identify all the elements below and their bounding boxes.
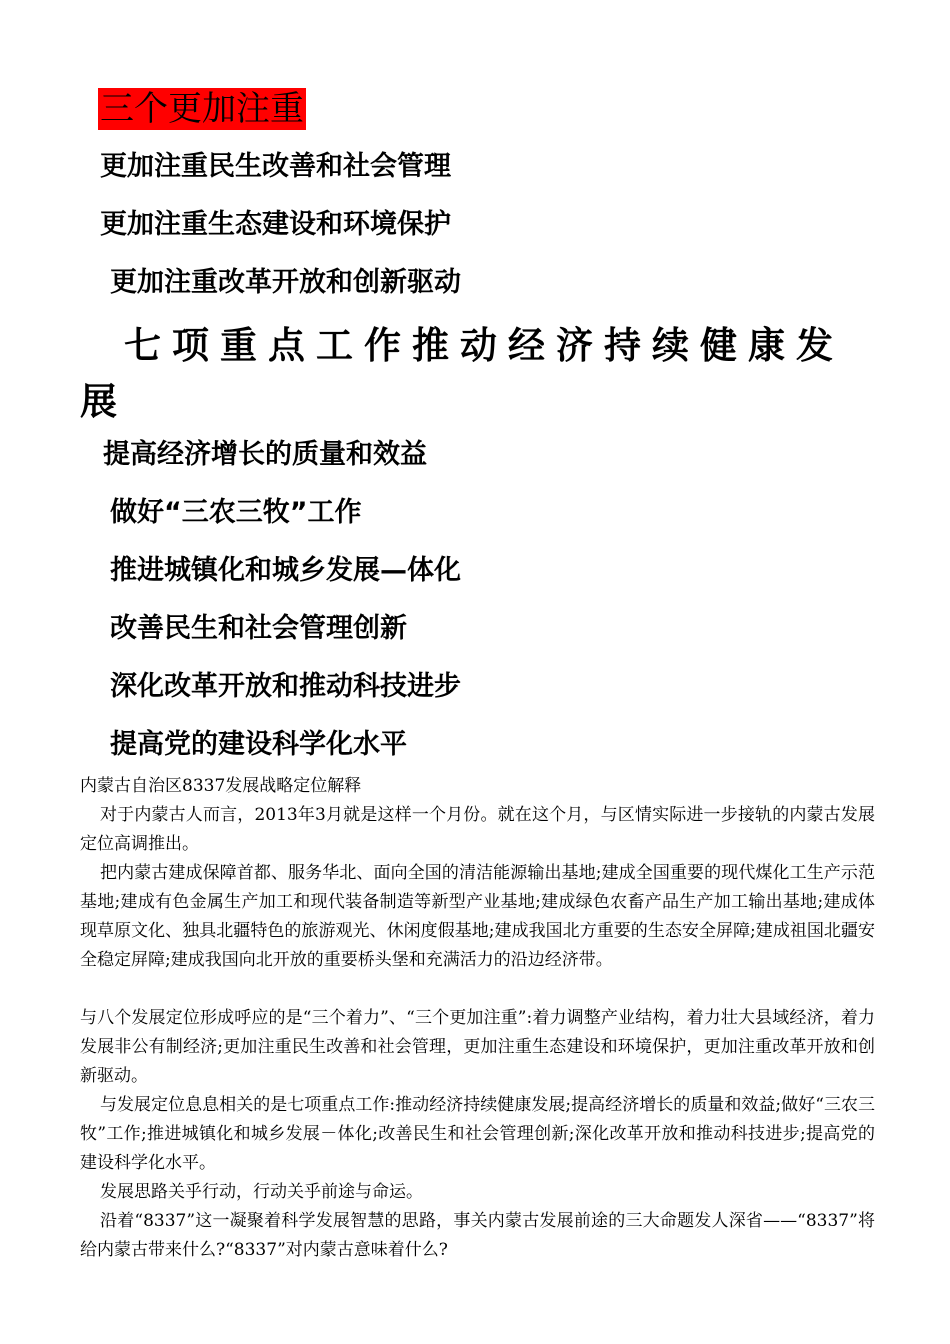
article-paragraph-1: 对于内蒙古人而言，2013年3月就是这样一个月份。就在这个月，与区情实际进一步接轨的内蒙古发展定位高调推出。	[80, 805, 875, 854]
article-paragraph-4: 与发展定位息息相关的是七项重点工作:推动经济持续健康发展;提高经济增长的质量和效益;做好“三农三牧”工作;推进城镇化和城乡发展－体化;改善民生和社会管理创新;深化改革开放和推动科技进步;提高党的建设科学化水平。	[80, 1095, 875, 1173]
work-item-2: 做好“三农三牧”工作	[110, 497, 362, 528]
emphasis-item-1: 更加注重民生改善和社会管理	[100, 151, 451, 182]
emphasis-item-3: 更加注重改革开放和创新驱动	[110, 267, 461, 298]
highlighted-title: 三个更加注重	[100, 89, 304, 129]
work-item-4: 改善民生和社会管理创新	[110, 613, 407, 644]
article-title: 内蒙古自治区8337发展战略定位解释	[80, 776, 362, 796]
article-paragraph-5: 发展思路关乎行动，行动关乎前途与命运。	[100, 1182, 423, 1202]
work-item-3: 推进城镇化和城乡发展—体化	[110, 555, 461, 586]
section-heading: 七项重点工作推动经济持续健康发展	[80, 324, 844, 423]
work-item-1: 提高经济增长的质量和效益	[103, 439, 427, 470]
work-item-5: 深化改革开放和推动科技进步	[110, 671, 461, 702]
article-paragraph-2: 把内蒙古建成保障首都、服务华北、面向全国的清洁能源输出基地;建成全国重要的现代煤化工生产示范基地;建成有色金属生产加工和现代装备制造等新型产业基地;建成绿色农畜产品生产加工输出基地;建成体现草原文化、独具北疆特色的旅游观光、休闲度假基地;建成我国北方重要的生态安全屏障;建成祖国北疆安全稳定屏障;建成我国向北开放的重要桥头堡和充满活力的沿边经济带。	[80, 863, 875, 970]
work-item-6: 提高党的建设科学化水平	[110, 729, 407, 760]
article-paragraph-6: 沿着“8337”这一凝聚着科学发展智慧的思路，事关内蒙古发展前途的三大命题发人深省——“8337”将给内蒙古带来什么?“8337”对内蒙古意味着什么?	[80, 1211, 875, 1260]
article-paragraph-3: 与八个发展定位形成呼应的是“三个着力”、“三个更加注重”:着力调整产业结构，着力壮大县域经济，着力发展非公有制经济;更加注重民生改善和社会管理，更加注重生态建设和环境保护，更加注重改革开放和创新驱动。	[80, 1008, 875, 1086]
emphasis-item-2: 更加注重生态建设和环境保护	[100, 209, 451, 240]
